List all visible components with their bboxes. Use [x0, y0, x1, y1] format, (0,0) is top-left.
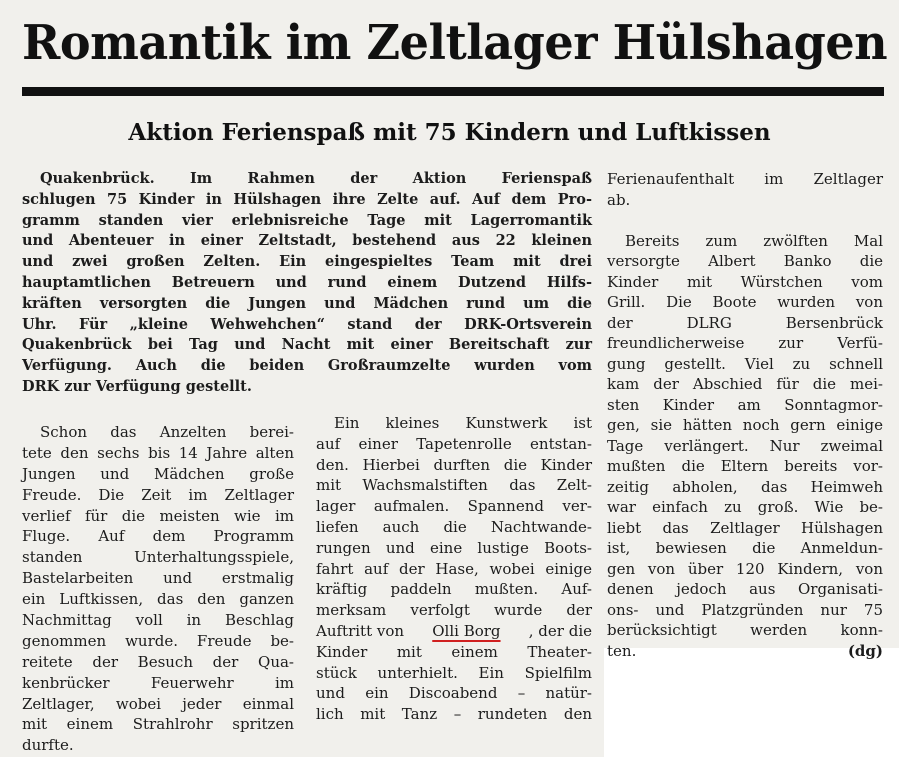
underlined-name: Olli Borg [432, 621, 501, 640]
column-line: Kinder mit einem Theater- [316, 642, 592, 661]
column-line: merksam verfolgt wurde der [316, 601, 592, 620]
column-line: freundlicherweise zur Verfü- [607, 334, 883, 352]
column-line: Bereits zum zwölften Mal [625, 231, 883, 250]
column-line: zeitig abholen, das Heimweh [607, 477, 883, 496]
column-line: Quakenbrück bei Tag und Nacht mit einer Bereitschaft zur [22, 336, 592, 354]
article-column-2 [316, 413, 592, 725]
column-line: kräftig paddeln mußten. Auf- [316, 580, 592, 599]
column-line: Nachmittag voll in Beschlag [22, 611, 294, 630]
column-line: tete den sechs bis 14 Jahre alten [22, 443, 294, 462]
name-line-after: , der die [528, 621, 592, 640]
column-line: und ein Discoabend – natür- [316, 684, 592, 703]
article-column-3 [607, 169, 883, 661]
column-line: war einfach zu groß. Wie be- [607, 498, 883, 516]
author-signature: (dg) [847, 641, 883, 660]
column-line: rungen und eine lustige Boots- [316, 538, 592, 557]
name-line-before: Auftritt von [316, 621, 405, 640]
column-line: ab. [607, 190, 631, 209]
lead-paragraph [22, 169, 592, 398]
column-line: DRK zur Verfügung gestellt. [22, 377, 252, 395]
column-line [607, 641, 883, 662]
column-line [316, 621, 592, 642]
column-line: hauptamtlichen Betreuern und rund einem Dutzend Hilfs- [22, 273, 592, 291]
column-line: berücksichtigt werden konn- [607, 621, 883, 639]
column-line: gen, sie hätten noch gern einige [607, 416, 883, 434]
column-line: verlief für die meisten wie im [22, 506, 294, 525]
subheadline: Aktion Ferienspaß mit 75 Kindern und Luftkissen [128, 119, 771, 146]
column-line: liefen auch die Nachtwande- [316, 517, 592, 536]
column-line: Ein kleines Kunstwerk ist [334, 414, 592, 432]
column-line: lich mit Tanz – rundeten den [316, 705, 592, 724]
headline-rule [22, 87, 884, 96]
headline: Romantik im Zeltlager Hülshagen [22, 15, 888, 71]
column-line: Jungen und Mädchen große [22, 464, 294, 483]
column-line: Bastelarbeiten und erstmalig [22, 569, 294, 588]
column-line: den. Hierbei durften die Kinder [316, 455, 592, 474]
column-line: und zwei großen Zelten. Ein eingespieltes Team mit drei [22, 253, 592, 271]
column-line: gung gestellt. Viel zu schnell [607, 354, 883, 373]
column-line: Zeltlager, wobei jeder einmal [22, 694, 294, 713]
column-line: kräften versorgten die Jungen und Mädchen rund um die [22, 294, 592, 312]
column-line: lager aufmalen. Spannend ver- [316, 497, 592, 516]
column-line: Tage verlängert. Nur zweimal [607, 436, 883, 455]
closing-text: ten. [607, 641, 637, 660]
column-line: versorgte Albert Banko die [607, 252, 883, 270]
background-margin [604, 648, 899, 757]
column-line: liebt das Zeltlager Hülshagen [607, 518, 883, 537]
column-line: kam der Abschied für die mei- [607, 375, 883, 393]
column-line: Freude. Die Zeit im Zeltlager [22, 485, 294, 504]
column-line: Fluge. Auf dem Programm [22, 527, 294, 546]
column-line: Kinder mit Würstchen vom [607, 272, 883, 291]
column-line: genommen wurde. Freude be- [22, 631, 294, 650]
column-line: sten Kinder am Sonntagmor- [607, 395, 883, 414]
column-line: ons- und Platzgründen nur 75 [607, 600, 883, 619]
column-line: stück unterhielt. Ein Spielfilm [316, 663, 592, 682]
column-line: kenbrücker Feuerwehr im [22, 673, 294, 692]
column-line: ein Luftkissen, das den ganzen [22, 590, 294, 609]
column-line [607, 210, 883, 231]
column-line: mußten die Eltern bereits vor- [607, 457, 883, 475]
column-line: Quakenbrück. Im Rahmen der Aktion Ferienspaß [40, 170, 592, 187]
column-line: denen jedoch aus Organisati- [607, 580, 883, 598]
column-line: gen von über 120 Kindern, von [607, 559, 883, 578]
column-line: mit einem Strahlrohr spritzen [22, 715, 294, 734]
column-line: auf einer Tapetenrolle entstan- [316, 434, 592, 453]
column-line: reitete der Besuch der Qua- [22, 652, 294, 671]
article-column-1 [22, 422, 294, 756]
column-line: Verfügung. Auch die beiden Großraumzelte wurden vom [22, 357, 592, 375]
column-line: Schon das Anzelten berei- [40, 423, 294, 441]
column-line: ist, bewiesen die Anmeldun- [607, 539, 883, 557]
column-line: standen Unterhaltungsspiele, [22, 548, 294, 567]
column-line: fahrt auf der Hase, wobei einige [316, 559, 592, 578]
column-line: Grill. Die Boote wurden von [607, 293, 883, 311]
column-line: und Abenteuer in einer Zeltstadt, bestehend aus 22 kleinen [22, 232, 592, 250]
column-line: durfte. [22, 736, 74, 755]
column-line: der DLRG Bersenbrück [607, 313, 883, 332]
column-line: Uhr. Für „kleine Wehwehchen“ stand der DRK-Ortsverein [22, 315, 592, 333]
column-line: mit Wachsmalstiften das Zelt- [316, 476, 592, 495]
column-line: Ferienaufenthalt im Zeltlager [607, 170, 883, 188]
column-line: gramm standen vier erlebnisreiche Tage mit Lagerromantik [22, 211, 592, 229]
column-line: schlugen 75 Kinder in Hülshagen ihre Zelte auf. Auf dem Pro- [22, 190, 592, 208]
